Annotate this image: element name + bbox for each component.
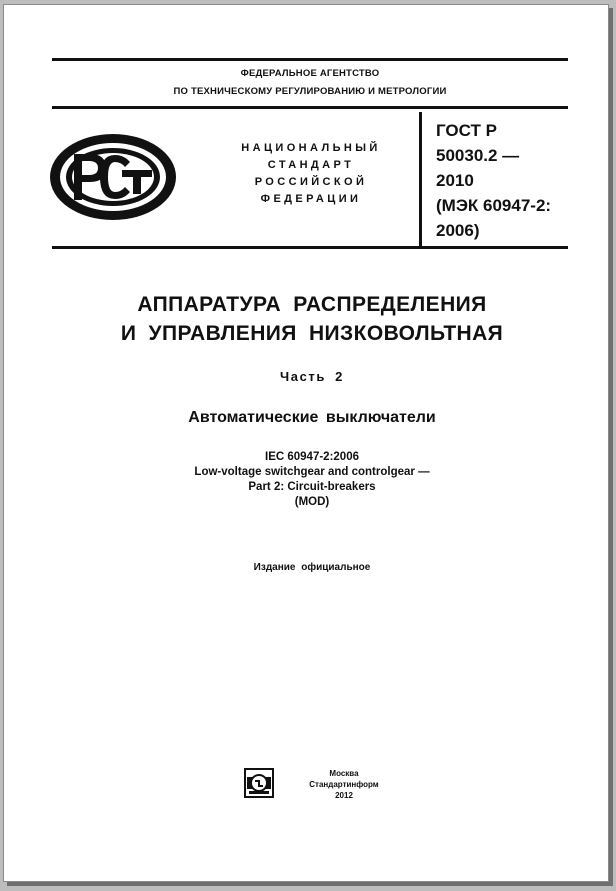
publication-year: 2012 <box>335 791 353 800</box>
document-title-line2: И УПРАВЛЕНИЯ НИЗКОВОЛЬТНАЯ <box>120 322 504 345</box>
gost-code-line5: 2006) <box>436 221 480 240</box>
top-rule <box>52 58 568 61</box>
iec-reference-line4: (MOD) <box>294 496 330 508</box>
rst-certification-mark-icon <box>48 132 178 222</box>
national-standard-line1: НАЦИОНАЛЬНЫЙ <box>241 142 381 154</box>
header-divider <box>419 112 422 247</box>
publisher-city: Москва <box>329 769 359 778</box>
agency-name-line2: ПО ТЕХНИЧЕСКОМУ РЕГУЛИРОВАНИЮ И МЕТРОЛОГИИ <box>173 86 447 97</box>
gost-code <box>436 118 586 243</box>
header-bottom-rule <box>52 246 568 249</box>
document-page <box>3 4 609 882</box>
standartinform-logo-icon <box>244 768 274 798</box>
gost-code-line1: ГОСТ Р <box>436 121 497 140</box>
official-edition-label: Издание официальное <box>253 562 371 573</box>
part-label: Часть 2 <box>280 369 344 384</box>
iec-reference-line3: Part 2: Circuit-breakers <box>248 481 376 493</box>
gost-code-line4: (МЭК 60947-2: <box>436 196 552 215</box>
gost-code-line3: 2010 <box>436 171 474 190</box>
national-standard-line3: РОССИЙСКОЙ <box>254 176 368 188</box>
publisher-name: Стандартинформ <box>309 780 379 789</box>
agency-rule <box>52 106 568 109</box>
iec-reference-line2: Low-voltage switchgear and controlgear — <box>194 466 430 478</box>
iec-reference-line1: IEC 60947-2:2006 <box>265 451 359 463</box>
gost-code-line2: 50030.2 — <box>436 146 520 165</box>
national-standard-line2: СТАНДАРТ <box>267 159 355 171</box>
document-title-line1: АППАРАТУРА РАСПРЕДЕЛЕНИЯ <box>137 293 487 316</box>
document-subtitle: Автоматические выключатели <box>188 409 436 426</box>
agency-name-line1: ФЕДЕРАЛЬНОЕ АГЕНТСТВО <box>240 68 380 79</box>
national-standard-line4: ФЕДЕРАЦИИ <box>260 193 362 205</box>
